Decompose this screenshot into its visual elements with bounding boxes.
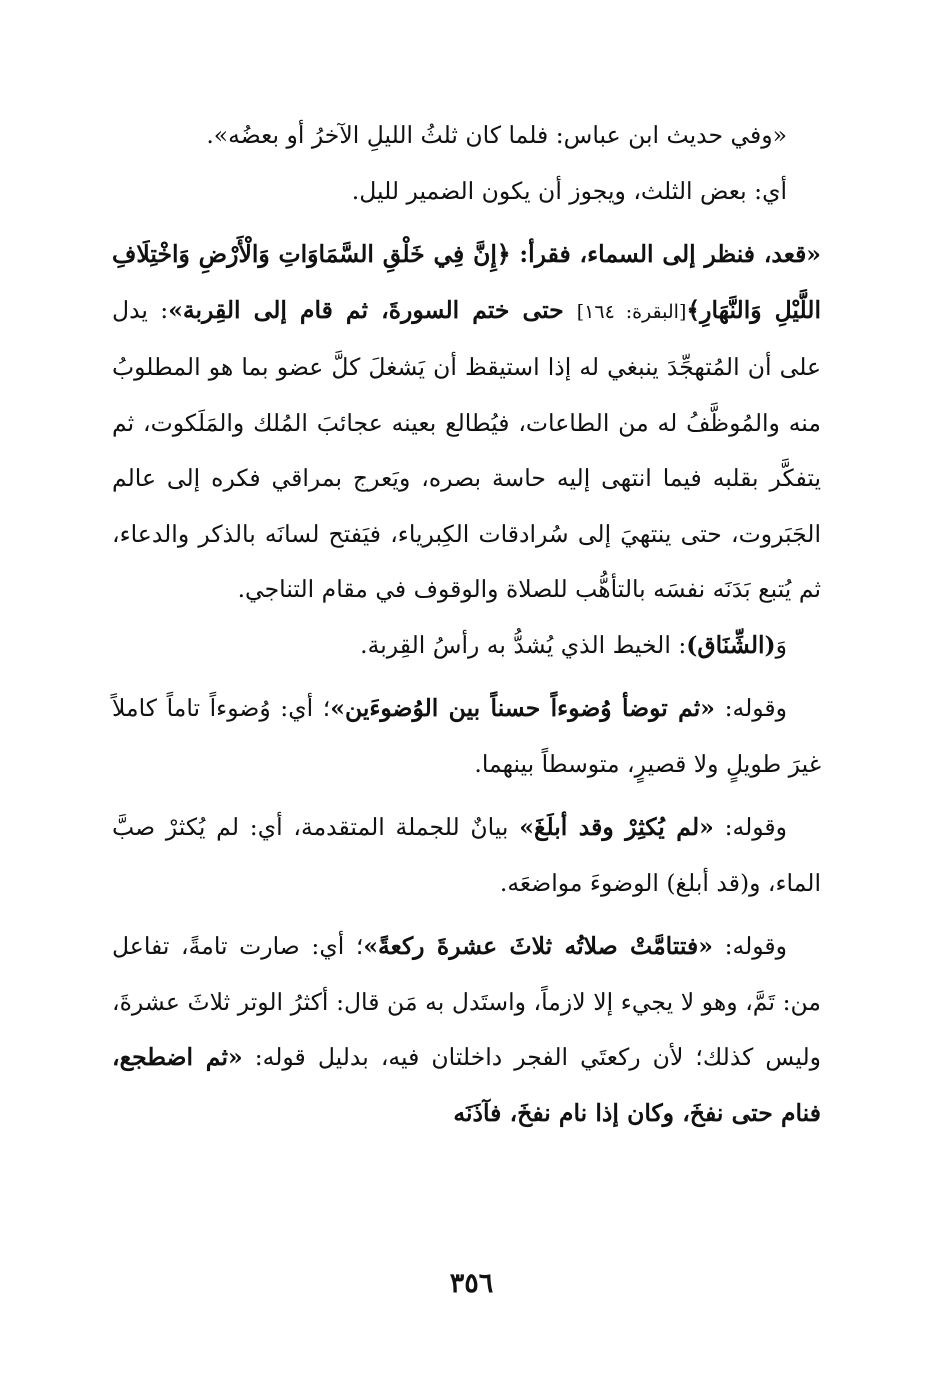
paragraph-hadith-ibn-abbas xyxy=(112,108,821,164)
paragraph-text: «وفي حديث ابن عباس: فلما كان ثلثُ الليلِ الآخرُ أو بعضُه». xyxy=(206,121,787,149)
paragraph-text: ؛ أي: وُضوءاً تاماً كاملاً غيرَ طويلٍ ولا قصيرٍ، متوسطاً بينهما. xyxy=(112,694,821,778)
paragraph-thirteen-rakat xyxy=(112,919,821,1141)
paragraph-shinaq xyxy=(112,618,821,674)
paragraph-lead: وقوله: xyxy=(712,932,787,960)
body-text xyxy=(112,108,821,1141)
defined-term: (الشِّنَاق) xyxy=(686,630,776,659)
hadith-quote: «فتتامَّتْ صلاتُه ثلاثَ عشرةَ ركعةً» xyxy=(363,932,713,960)
hadith-quote: «ثم توضأ وُضوءاً حسناً بين الوُضوءَين» xyxy=(330,694,715,722)
hadith-quote: «قعد، فنظر إلى السماء، فقرأ: ﴿إِنَّ فِي خَلْقِ السَّمَاوَاتِ وَالْأَرْضِ وَاخْتِلَافِ اللَّيْلِ وَالنَّهَارِ﴾ xyxy=(112,240,821,324)
hadith-quote-end: حتى ختم السورةَ، ثم قام إلى القِربة» xyxy=(168,295,577,324)
hadith-quote: «ثم اضطجع، فنام حتى نفخَ، وكان إذا نام نفخَ، فآذَنَه xyxy=(112,1043,821,1127)
page-number: ٣٥٦ xyxy=(449,1268,494,1299)
paragraph-text: : يدل على أن المُتهجِّدَ ينبغي له إذا استيقظ أن يَشغلَ كلَّ عضو بما هو المطلوبُ منه والمُوظَّفُ له من الطاعات، فيُطالع بعينه عجائبَ المُلك والمَلَكوت، ثم يتفكَّر بقلبه فيما انتهى إليه حاسة بصره، ويَعرج بمراقي فكره إلى عالم الجَبَروت، حتى ينتهيَ إلى سُرادقات الكِبرياء، فيَفتح لسانَه بالذكر والدعاء، ثم يُتبع بَدَنَه نفسَه بالتأهُّب للصلاة والوقوف في مقام التناجي. xyxy=(112,295,821,603)
paragraph-night-prayer xyxy=(112,227,821,618)
paragraph-text: : الخيط الذي يُشدُّ به رأسُ القِربة. xyxy=(360,630,687,659)
paragraph-lead: وقوله: xyxy=(713,813,787,841)
paragraph-text: ؛ أي: صارت تامةً، تفاعل من: تَمَّ، وهو لا يجيء إلا لازماً، واستَدل به مَن قال: أكثرُ الوتر ثلاثَ عشرةَ، وليس كذلك؛ لأن ركعتَي الفجر داخلتان فيه، بدليل قوله: xyxy=(112,932,821,1071)
paragraph-not-excessive xyxy=(112,800,821,911)
paragraph-wudu xyxy=(112,681,821,792)
hadith-quote: «لم يُكثِرْ وقد أبلَغَ» xyxy=(519,813,714,841)
paragraph-lead: وَ xyxy=(775,630,787,659)
quran-reference: [البقرة: ١٦٤] xyxy=(576,300,687,323)
paragraph-text: أي: بعض الثلث، ويجوز أن يكون الضمير لليل. xyxy=(351,176,787,205)
paragraph-text: بيانٌ للجملة المتقدمة، أي: لم يُكثرْ صبَّ الماء، و(قد أبلغ) الوضوءَ مواضعَه. xyxy=(112,813,821,897)
paragraph-third-explanation xyxy=(112,164,821,220)
paragraph-lead: وقوله: xyxy=(714,694,788,722)
